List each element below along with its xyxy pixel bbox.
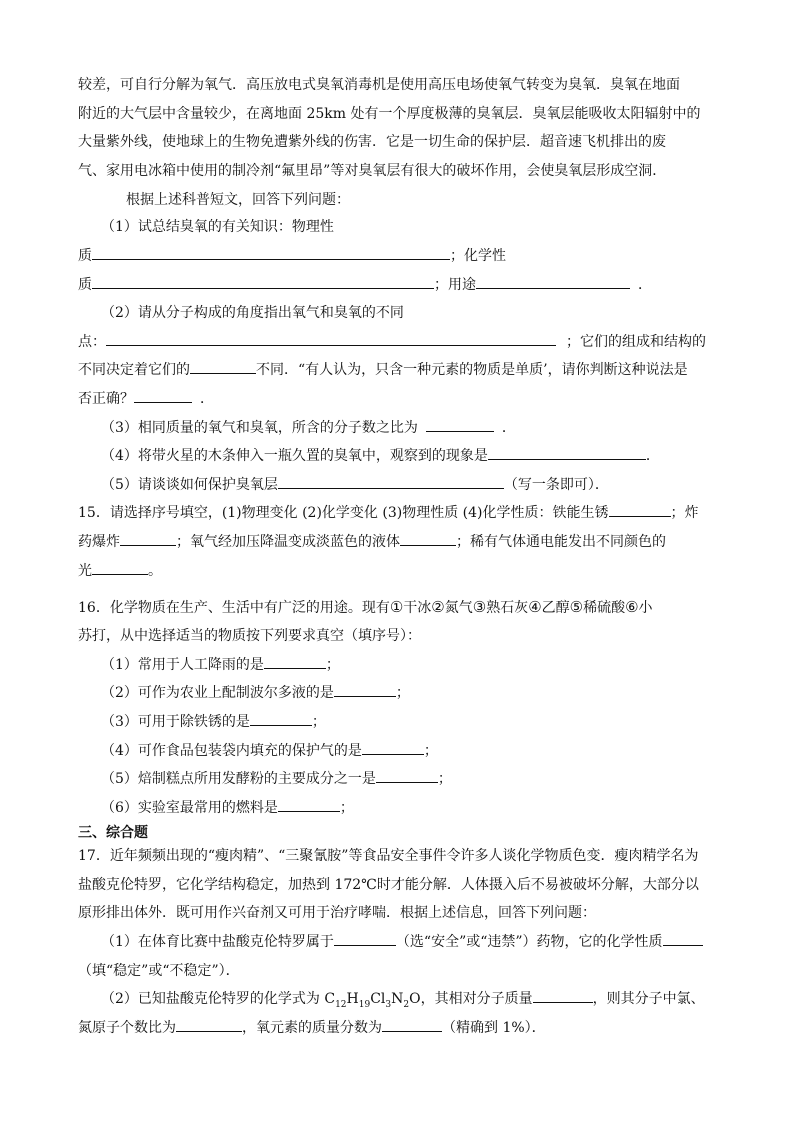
answer-blank[interactable] [334, 929, 396, 946]
q14-part1-line3: 质 ；用途 ． [78, 271, 794, 300]
q17-part1-line1: （1）在体育比赛中盐酸克伦特罗属于 （选“安全”或“违禁”）药物，它的化学性质 [101, 928, 794, 957]
q14-part4: （4）将带火星的木条伸入一瓶久置的臭氧中，观察到的现象是 ． [101, 442, 794, 471]
q14-part2-line4: 否正确？ ． [78, 385, 794, 414]
q16-item-2: （2）可作为农业上配制波尔多液的是 ； [101, 679, 794, 708]
q14-part3: （3）相同质量的氧气和臭氧，所含的分子数之比为 ． [101, 414, 794, 443]
q15-line1: 15．请选择序号填空，(1)物理变化 (2)化学变化 (3)物理性质 (4)化学性质：铁能生锈 ；炸 [78, 499, 794, 528]
answer-blank[interactable] [362, 738, 424, 755]
answer-blank[interactable] [382, 1015, 442, 1032]
answer-blank[interactable] [264, 652, 326, 669]
answer-blank[interactable] [426, 415, 494, 432]
q17-part2-line1: （2）已知盐酸克伦特罗的化学式为 $C_{12}H_{19}Cl_3N_2O$，其相对分子质量 ，则其分子中氯、 [101, 985, 794, 1014]
q15-line2: 药爆炸 ；氧气经加压降温变成淡蓝色的液体 ；稀有气体通电能发出不同颜色的 [78, 528, 794, 557]
intro-prompt: 根据上述科普短文，回答下列问题： [126, 192, 350, 208]
q17-line3: 原形排出体外．既可用作兴奋剂又可用于治疗哮喘．根据上述信息，回答下列问题： [78, 905, 596, 921]
q16-line2: 苏打，从中选择适当的物质按下列要求真空（填序号）： [78, 628, 421, 644]
answer-blank[interactable] [176, 1015, 242, 1032]
answer-blank[interactable] [190, 357, 256, 374]
q17-line1: 17．近年频频出现的“瘦肉精”、“三聚氰胺”等食品安全事件令许多人谈化学物质色变．瘦肉精学名为 [78, 848, 699, 864]
answer-blank[interactable] [92, 558, 148, 575]
answer-blank[interactable] [250, 709, 312, 726]
q14-part2-line2: 点： ；它们的组成和结构的 [78, 328, 794, 357]
q16-item-3: （3）可用于除铁锈的是 ； [101, 708, 794, 737]
answer-blank[interactable] [92, 243, 450, 260]
answer-blank[interactable] [476, 272, 630, 289]
q17-line2: 盐酸克伦特罗，它化学结构稳定，加热到 172℃时才能分解．人体摄入后不易被破坏分解，大部分以 [78, 877, 699, 893]
answer-blank[interactable] [334, 680, 396, 697]
intro-line-1: 较差，可自行分解为氧气．高压放电式臭氧消毒机是使用高压电场使氧气转变为臭氧．臭氧在地面 [78, 77, 680, 93]
q16-line1: 16．化学物质在生产、生活中有广泛的用途。现有①干冰②氮气③熟石灰④乙醇⑤稀硫酸⑥小 [78, 598, 653, 616]
answer-blank[interactable] [400, 529, 456, 546]
answer-blank[interactable] [278, 472, 504, 489]
section-title: 三、综合题 [78, 825, 148, 841]
answer-blank[interactable] [120, 529, 176, 546]
intro-line-3: 大量紫外线，使地球上的生物免遭紫外线的伤害．它是一切生命的保护层．超音速飞机排出的废 [78, 134, 666, 150]
q14-part5: （5）请谈谈如何保护臭氧层 （写一条即可）． [101, 471, 794, 500]
answer-blank[interactable] [106, 329, 556, 346]
answer-blank[interactable] [278, 795, 340, 812]
answer-blank[interactable] [92, 272, 434, 289]
q16-item-1: （1）常用于人工降雨的是 ； [101, 651, 794, 680]
answer-blank[interactable] [533, 986, 593, 1003]
intro-line-2: 附近的大气层中含量较少，在离地面 25km 处有一个厚度极薄的臭氧层．臭氧层能吸收太阳辐射中的 [78, 106, 701, 122]
answer-blank[interactable] [609, 500, 671, 517]
answer-blank[interactable] [376, 766, 438, 783]
q16-item-4: （4）可作食品包装袋内填充的保护气的是 ； [101, 737, 794, 766]
q14-part2-line3: 不同决定着它们的 不同．“有人认为，只含一种元素的物质是单质’，请你判断这种说法是 [78, 356, 794, 385]
answer-blank[interactable] [134, 386, 192, 403]
answer-blank[interactable] [488, 443, 646, 460]
q14-part1-line1: （1）试总结臭氧的有关知识：物理性 [101, 219, 334, 235]
q16-item-5: （5）焙制糕点所用发酵粉的主要成分之一是 ； [101, 765, 794, 794]
q14-part2-line1: （2）请从分子构成的角度指出氧气和臭氧的不同 [101, 305, 404, 321]
q17-part1-line2: （填“稳定”或“不稳定”）． [78, 963, 240, 979]
q17-part2-line2: 氮原子个数比为 ，氧元素的质量分数为 （精确到 1%）． [78, 1014, 794, 1043]
intro-line-4: 气、家用电冰箱中使用的制冷剂“氟里昂”等对臭氧层有很大的破坏作用，会使臭氧层形成空洞． [78, 163, 667, 179]
q15-line3: 光 。 [78, 557, 794, 586]
q14-part1-line2: 质 ；化学性 [78, 242, 794, 271]
q16-item-6: （6）实验室最常用的燃料是 ； [101, 794, 794, 823]
answer-blank[interactable] [663, 929, 703, 946]
